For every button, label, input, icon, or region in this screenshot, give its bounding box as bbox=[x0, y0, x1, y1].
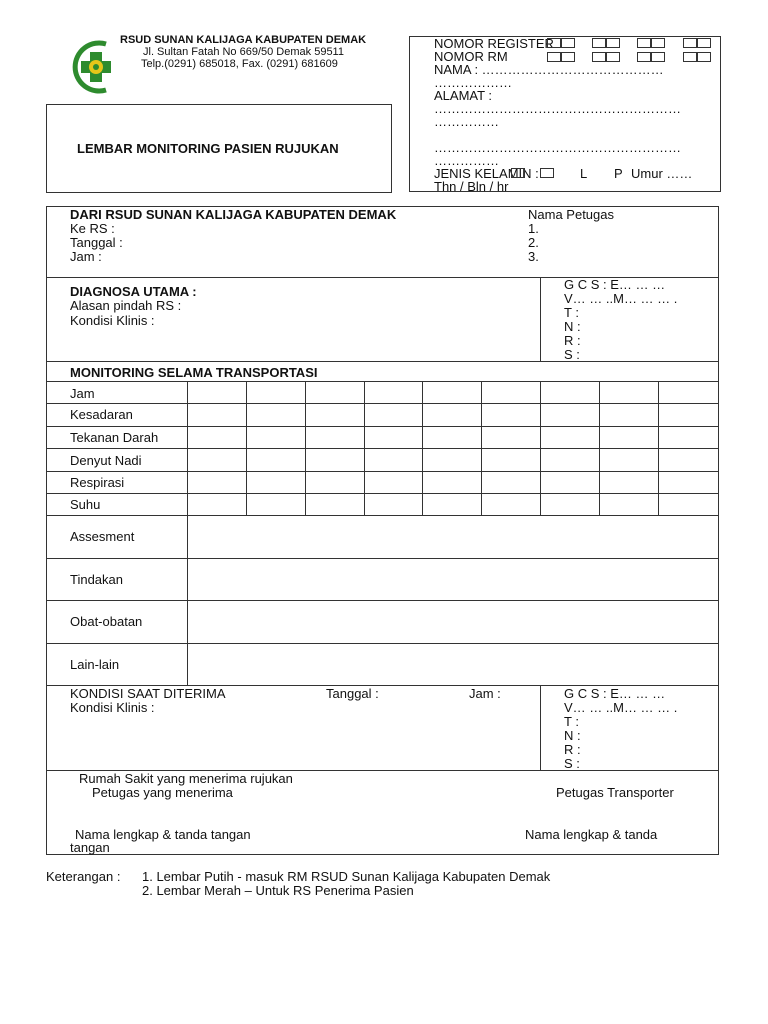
rs-penerima-label: Rumah Sakit yang menerima rujukan bbox=[79, 771, 293, 786]
received-vm-value[interactable]: V… … ..M… … … . bbox=[564, 700, 678, 715]
monitoring-cell[interactable] bbox=[600, 494, 657, 514]
monitoring-cell[interactable] bbox=[482, 472, 539, 492]
received-r-value[interactable]: R : bbox=[564, 742, 581, 757]
row-label-assesment: Assesment bbox=[70, 529, 135, 544]
nama-petugas-label: Nama Petugas bbox=[528, 207, 614, 222]
monitoring-cell[interactable] bbox=[247, 449, 304, 470]
notes-entry-cell[interactable] bbox=[188, 601, 718, 642]
monitoring-cell[interactable] bbox=[659, 427, 718, 447]
monitoring-cell[interactable] bbox=[306, 449, 363, 470]
row-label-tindakan: Tindakan bbox=[70, 572, 123, 587]
rm-digit-box[interactable] bbox=[561, 52, 575, 62]
notes-entry-cell[interactable] bbox=[188, 516, 718, 557]
alamat-line-1[interactable]: ………………………………………………… bbox=[434, 101, 681, 116]
received-n-value[interactable]: N : bbox=[564, 728, 581, 743]
monitoring-cell[interactable] bbox=[600, 404, 657, 425]
register-digit-box[interactable] bbox=[637, 38, 651, 48]
vm-value[interactable]: V… … ..M… … … . bbox=[564, 291, 678, 306]
jenis-kelamin-label: JENIS KELAMIN : bbox=[434, 166, 539, 181]
rm-digit-box[interactable] bbox=[547, 52, 561, 62]
monitoring-cell[interactable] bbox=[247, 494, 304, 514]
monitoring-cell[interactable] bbox=[541, 382, 598, 402]
received-t-value[interactable]: T : bbox=[564, 714, 579, 729]
received-s-value[interactable]: S : bbox=[564, 756, 580, 771]
monitoring-cell[interactable] bbox=[423, 404, 480, 425]
monitoring-cell[interactable] bbox=[423, 449, 480, 470]
row-label-tekanan-darah: Tekanan Darah bbox=[70, 430, 159, 445]
alamat-line-1-cont: …………… bbox=[434, 114, 499, 129]
monitoring-cell[interactable] bbox=[306, 472, 363, 492]
page-title: LEMBAR MONITORING PASIEN RUJUKAN bbox=[77, 141, 339, 156]
monitoring-cell[interactable] bbox=[423, 494, 480, 514]
alamat-line-2[interactable]: ………………………………………………… bbox=[434, 140, 681, 155]
rm-digit-box[interactable] bbox=[683, 52, 697, 62]
monitoring-cell[interactable] bbox=[365, 494, 421, 514]
rm-digit-box[interactable] bbox=[697, 52, 711, 62]
signature-left[interactable]: Nama lengkap & tanda tangan bbox=[75, 827, 251, 842]
monitoring-cell[interactable] bbox=[247, 382, 304, 402]
monitoring-cell[interactable] bbox=[659, 382, 718, 402]
divider bbox=[540, 277, 541, 361]
monitoring-cell[interactable] bbox=[247, 472, 304, 492]
monitoring-cell[interactable] bbox=[306, 494, 363, 514]
monitoring-cell[interactable] bbox=[600, 449, 657, 470]
monitoring-cell[interactable] bbox=[247, 427, 304, 447]
alasan-field[interactable]: Alasan pindah RS : bbox=[70, 298, 182, 313]
register-digit-box[interactable] bbox=[547, 38, 561, 48]
keterangan-label: Keterangan : bbox=[46, 869, 121, 884]
petugas-3[interactable]: 3. bbox=[528, 249, 539, 264]
gender-p-label: P bbox=[614, 166, 623, 181]
hospital-name: RSUD SUNAN KALIJAGA KABUPATEN DEMAK bbox=[120, 34, 367, 46]
monitoring-cell[interactable] bbox=[541, 472, 598, 492]
monitoring-cell[interactable] bbox=[365, 404, 421, 425]
keterangan-item-2: 2. Lembar Merah – Untuk RS Penerima Pasien bbox=[142, 883, 414, 898]
signature-right[interactable]: Nama lengkap & tanda bbox=[525, 827, 658, 842]
dari-heading: DARI RSUD SUNAN KALIJAGA KABUPATEN DEMAK bbox=[70, 207, 397, 222]
rm-digit-box[interactable] bbox=[592, 52, 606, 62]
monitoring-cell[interactable] bbox=[541, 427, 598, 447]
monitoring-cell[interactable] bbox=[482, 404, 539, 425]
received-jam-field[interactable]: Jam : bbox=[469, 686, 501, 701]
monitoring-cell[interactable] bbox=[306, 404, 363, 425]
monitoring-cell[interactable] bbox=[600, 427, 657, 447]
monitoring-cell[interactable] bbox=[423, 382, 480, 402]
nomor-rm-label: NOMOR RM bbox=[434, 49, 508, 64]
register-digit-box[interactable] bbox=[683, 38, 697, 48]
hospital-phone: Telp.(0291) 685018, Fax. (0291) 681609 bbox=[141, 58, 338, 70]
monitoring-cell[interactable] bbox=[482, 449, 539, 470]
monitoring-cell[interactable] bbox=[541, 449, 598, 470]
tanggal-field[interactable]: Tanggal : bbox=[70, 235, 123, 250]
jam-field[interactable]: Jam : bbox=[70, 249, 102, 264]
received-tanggal-field[interactable]: Tanggal : bbox=[326, 686, 379, 701]
register-digit-box[interactable] bbox=[561, 38, 575, 48]
monitoring-cell[interactable] bbox=[541, 494, 598, 514]
monitoring-cell[interactable] bbox=[188, 494, 245, 514]
gender-checkbox[interactable] bbox=[540, 168, 554, 178]
hospital-address: Jl. Sultan Fatah No 669/50 Demak 59511 bbox=[143, 46, 344, 58]
monitoring-cell[interactable] bbox=[482, 382, 539, 402]
kondisi-diterima-heading: KONDISI SAAT DITERIMA bbox=[70, 686, 226, 701]
monitoring-cell[interactable] bbox=[365, 449, 421, 470]
rm-digit-box[interactable] bbox=[651, 52, 665, 62]
petugas-penerima-label: Petugas yang menerima bbox=[92, 785, 233, 800]
gender-l-label: L bbox=[580, 166, 588, 181]
nomor-register-label: NOMOR REGISTER bbox=[434, 36, 554, 51]
row-label-obat-obatan: Obat-obatan bbox=[70, 614, 143, 629]
row-label-kesadaran: Kesadaran bbox=[70, 407, 133, 422]
kondisi-klinis-field[interactable]: Kondisi Klinis : bbox=[70, 313, 155, 328]
alamat-line-2-cont: …………… bbox=[434, 153, 499, 168]
gender-checkbox[interactable] bbox=[511, 168, 525, 178]
temp-t-value[interactable]: T : bbox=[564, 305, 579, 320]
monitoring-cell[interactable] bbox=[482, 427, 539, 447]
nama-field[interactable]: NAMA : …………………………………… bbox=[434, 62, 664, 77]
umur-unit: Thn / Bln / hr bbox=[434, 179, 509, 194]
monitoring-cell[interactable] bbox=[659, 494, 718, 514]
suhu-s-value[interactable]: S : bbox=[564, 347, 580, 362]
hospital-logo bbox=[70, 36, 120, 98]
monitoring-cell[interactable] bbox=[600, 472, 657, 492]
gcs-value[interactable]: G C S : E… … … bbox=[564, 277, 666, 292]
monitoring-cell[interactable] bbox=[659, 404, 718, 425]
received-kondisi-klinis-field[interactable]: Kondisi Klinis : bbox=[70, 700, 155, 715]
row-label-respirasi: Respirasi bbox=[70, 475, 125, 490]
monitoring-cell[interactable] bbox=[306, 382, 363, 402]
resp-r-value[interactable]: R : bbox=[564, 333, 581, 348]
umur-field[interactable]: Umur …… bbox=[631, 166, 693, 181]
monitoring-cell[interactable] bbox=[188, 427, 245, 447]
divider bbox=[46, 361, 719, 362]
rm-digit-box[interactable] bbox=[637, 52, 651, 62]
nama-field-cont: ……………… bbox=[434, 75, 512, 90]
monitoring-cell[interactable] bbox=[659, 472, 718, 492]
register-digit-box[interactable] bbox=[651, 38, 665, 48]
monitoring-cell[interactable] bbox=[188, 404, 245, 425]
pulse-n-value[interactable]: N : bbox=[564, 319, 581, 334]
monitoring-cell[interactable] bbox=[541, 404, 598, 425]
ke-rs-field[interactable]: Ke RS : bbox=[70, 221, 115, 236]
monitoring-cell[interactable] bbox=[482, 494, 539, 514]
monitoring-cell[interactable] bbox=[423, 427, 480, 447]
monitoring-cell[interactable] bbox=[365, 427, 421, 447]
received-gcs-value[interactable]: G C S : E… … … bbox=[564, 686, 666, 701]
petugas-2[interactable]: 2. bbox=[528, 235, 539, 250]
notes-entry-cell[interactable] bbox=[188, 644, 718, 684]
register-digit-box[interactable] bbox=[606, 38, 620, 48]
row-label-lain-lain: Lain-lain bbox=[70, 657, 120, 672]
monitoring-cell[interactable] bbox=[188, 472, 245, 492]
petugas-transporter-label: Petugas Transporter bbox=[556, 785, 674, 800]
title-box bbox=[46, 104, 392, 193]
monitoring-cell[interactable] bbox=[600, 382, 657, 402]
notes-entry-cell[interactable] bbox=[188, 559, 718, 599]
keterangan-item-1: 1. Lembar Putih - masuk RM RSUD Sunan Kalijaga Kabupaten Demak bbox=[142, 869, 551, 884]
alamat-label: ALAMAT : bbox=[434, 88, 493, 103]
divider bbox=[540, 685, 541, 770]
monitoring-cell[interactable] bbox=[423, 472, 480, 492]
signature-right-cont: tangan bbox=[70, 840, 110, 855]
monitoring-cell[interactable] bbox=[188, 382, 245, 402]
rm-digit-box[interactable] bbox=[606, 52, 620, 62]
monitoring-cell[interactable] bbox=[659, 449, 718, 470]
row-label-denyut-nadi: Denyut Nadi bbox=[70, 453, 142, 468]
monitoring-cell[interactable] bbox=[306, 427, 363, 447]
monitoring-cell[interactable] bbox=[365, 382, 421, 402]
row-label-suhu: Suhu bbox=[70, 497, 101, 512]
row-label-jam: Jam bbox=[70, 386, 95, 401]
monitoring-heading: MONITORING SELAMA TRANSPORTASI bbox=[70, 365, 318, 380]
petugas-1[interactable]: 1. bbox=[528, 221, 539, 236]
register-digit-box[interactable] bbox=[697, 38, 711, 48]
register-digit-box[interactable] bbox=[592, 38, 606, 48]
monitoring-cell[interactable] bbox=[247, 404, 304, 425]
diagnosa-heading: DIAGNOSA UTAMA : bbox=[70, 284, 197, 299]
monitoring-cell[interactable] bbox=[365, 472, 421, 492]
monitoring-cell[interactable] bbox=[188, 449, 245, 470]
